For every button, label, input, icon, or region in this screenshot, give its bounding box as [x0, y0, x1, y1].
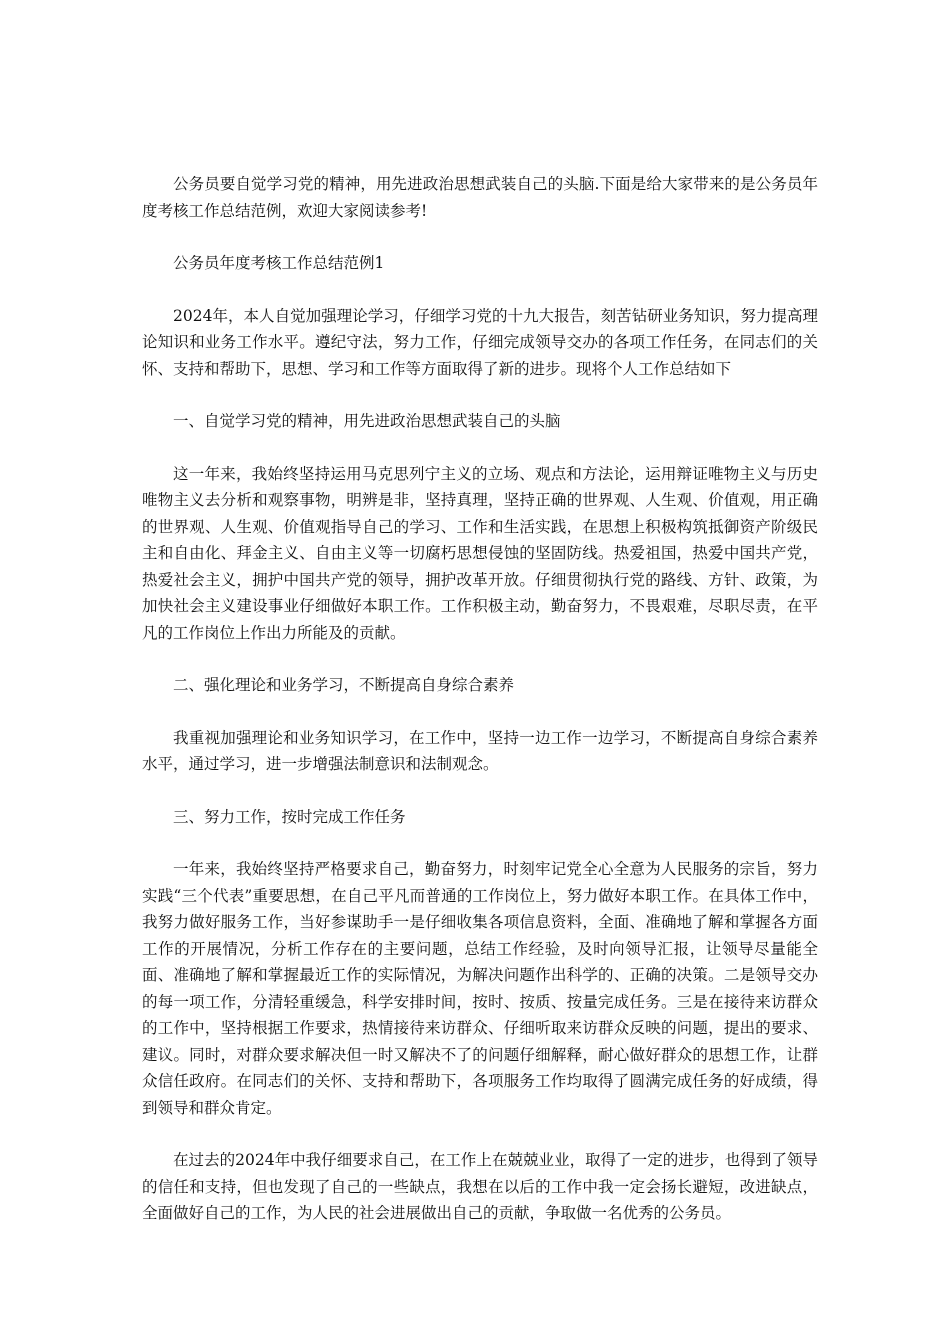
document-body	[142, 171, 818, 1253]
section-1-paragraph: 这一年来，我始终坚持运用马克思列宁主义的立场、观点和方法论，运用辩证唯物主义与历史唯物主义去分析和观察事物，明辨是非，坚持真理，坚持正确的世界观、人生观、价值观，用正确的世界观、人生观、价值观指导自己的学习、工作和生活实践，在思想上积极构筑抵御资产阶级民主和自由化、拜金主义、自由主义等一切腐朽思想侵蚀的坚固防线。热爱祖国，热爱中国共产党，热爱社会主义，拥护中国共产党的领导，拥护改革开放。仔细贯彻执行党的路线、方针、政策，为加快社会主义建设事业仔细做好本职工作。工作积极主动，勤奋努力，不畏艰难，尽职尽责，在平凡的工作岗位上作出力所能及的贡献。	[142, 464, 818, 642]
section-2-paragraph: 我重视加强理论和业务知识学习，在工作中，坚持一边工作一边学习，不断提高自身综合素养水平，通过学习，进一步增强法制意识和法制观念。	[142, 728, 818, 773]
document-title: 公务员年度考核工作总结范例1	[173, 254, 385, 272]
section-heading-2: 二、强化理论和业务学习，不断提高自身综合素养	[173, 676, 515, 694]
opening-paragraph: 2024年，本人自觉加强理论学习，仔细学习党的十九大报告，刻苦钻研业务知识，努力提高理论知识和业务工作水平。遵纪守法，努力工作，仔细完成领导交办的各项工作任务，在同志们的关怀、支持和帮助下，思想、学习和工作等方面取得了新的进步。现将个人工作总结如下	[142, 306, 818, 378]
closing-paragraph: 在过去的2024年中我仔细要求自己，在工作上在兢兢业业，取得了一定的进步，也得到了领导的信任和支持，但也发现了自己的一些缺点，我想在以后的工作中我一定会扬长避短，改进缺点，全面做好自己的工作，为人民的社会进展做出自己的贡献，争取做一名优秀的公务员。	[142, 1151, 818, 1222]
intro-paragraph: 公务员要自觉学习党的精神，用先进政治思想武装自己的头脑.下面是给大家带来的是公务员年度考核工作总结范例，欢迎大家阅读参考!	[142, 175, 818, 220]
section-heading-1: 一、自觉学习党的精神，用先进政治思想武装自己的头脑	[173, 412, 561, 430]
section-heading-3: 三、努力工作，按时完成工作任务	[173, 807, 406, 826]
section-3-paragraph: 一年来，我始终坚持严格要求自己，勤奋努力，时刻牢记党全心全意为人民服务的宗旨，努力实践“三个代表”重要思想，在自己平凡而普通的工作岗位上，努力做好本职工作。在具体工作中，我努力做好服务工作，当好参谋助手一是仔细收集各项信息资料，全面、准确地了解和掌握各方面工作的开展情况，分析工作存在的主要问题，总结工作经验，及时向领导汇报，让领导尽量能全面、准确地了解和掌握最近工作的实际情况，为解决问题作出科学的、正确的决策。二是领导交办的每一项工作，分清轻重缓急，科学安排时间，按时、按质、按量完成任务。三是在接待来访群众的工作中，坚持根据工作要求，热情接待来访群众、仔细听取来访群众反映的问题，提出的要求、建议。同时，对群众要求解决但一时又解决不了的问题仔细解释，耐心做好群众的思想工作，让群众信任政府。在同志们的关怀、支持和帮助下，各项服务工作均取得了圆满完成任务的好成绩，得到领导和群众肯定。	[142, 860, 818, 1117]
